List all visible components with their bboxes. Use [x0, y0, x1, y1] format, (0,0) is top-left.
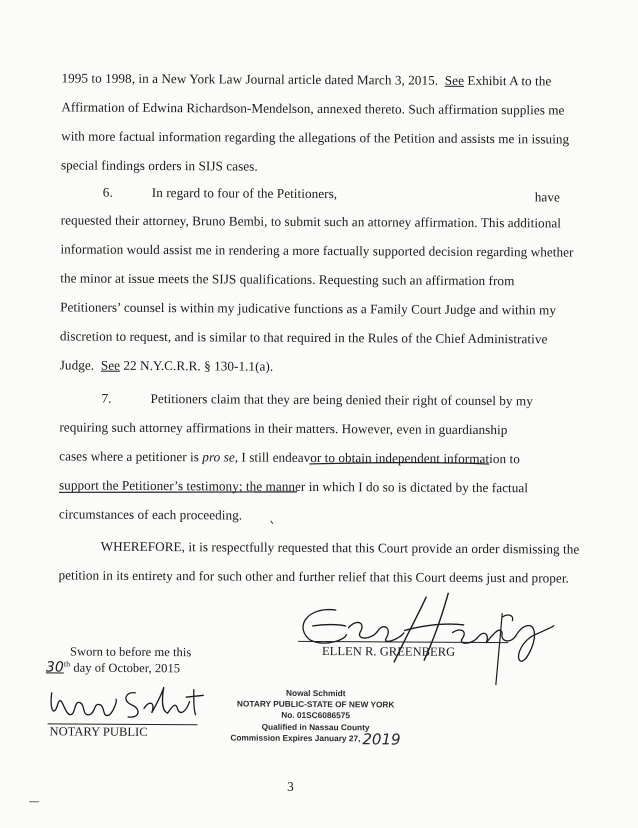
- see-citation-2: See: [100, 357, 121, 373]
- para5-line-1-text: 1995 to 1998, in a New York Law Journal article dated March 3, 2015.: [61, 70, 439, 88]
- para6-line-7-text: Judge.: [59, 357, 95, 373]
- handwritten-signature-notary: [44, 678, 214, 729]
- jurat-line-1: Sworn to before me this: [69, 644, 192, 660]
- para7-line-3-end: I still endeavor to obtain independent information to: [241, 449, 520, 467]
- stamp-name: Nowal Schmidt: [286, 687, 346, 699]
- para6-line-3: information would assist me in rendering a more factually supported decision regarding whether: [60, 241, 574, 260]
- para6-number: 6.: [102, 184, 113, 200]
- para5-line-4: special findings orders in SIJS cases.: [60, 157, 258, 174]
- para7-line-1: Petitioners claim that they are being denied their right of counsel by my: [150, 390, 533, 409]
- stamp-year-handwritten: 2019: [362, 730, 401, 749]
- judge-name: ELLEN R. GREENBERG: [321, 644, 456, 659]
- stamp-county: Qualified in Nassau County: [261, 721, 370, 732]
- para5-line-2: Affirmation of Edwina Richardson-Mendelson, annexed thereto. Such affirmation supplies me: [61, 99, 565, 118]
- pro-se-italic: pro se,: [202, 449, 239, 465]
- para7-line-4: support the Petitioner’s testimony; the manner in which I do so is dictated by the factual: [58, 477, 529, 496]
- jurat-line-2: 30th day of October, 2015: [45, 659, 181, 676]
- para7-line-3-text: cases where a petitioner is: [59, 448, 200, 465]
- stamp-commission-text: Commission Expires January 27,: [230, 732, 361, 744]
- stamp-title: NOTARY PUBLIC-STATE OF NEW YORK: [236, 698, 395, 710]
- para6-line-6: discretion to request, and is similar to that required in the Rules of the Chief Administrative: [59, 328, 548, 347]
- jurat-day-handwritten: 30: [45, 659, 64, 676]
- stamp-number: No. 01SC6086575: [281, 710, 351, 721]
- para6-line-1-end: have: [534, 189, 560, 205]
- para6-line-4: the minor at issue meets the SIJS qualifications. Requesting such an affirmation from: [60, 270, 515, 289]
- para7-number: 7.: [101, 390, 112, 406]
- para6-line-7-end: 22 N.Y.C.R.R. § 130-1.1(a).: [123, 357, 274, 374]
- para6-line-2: requested their attorney, Bruno Bembi, to submit such an attorney affirmation. This additional: [60, 212, 562, 231]
- signature-tail-stroke: [484, 607, 514, 687]
- wherefore-line-1: WHEREFORE, it is respectfully requested that this Court provide an order dismissing the: [100, 538, 580, 557]
- see-citation-1: See: [444, 72, 465, 88]
- wherefore-line-2: petition in its entirety and for such other and further relief that this Court deems just and proper.: [58, 567, 569, 586]
- scan-mark: [29, 801, 39, 802]
- page-number: 3: [287, 778, 294, 794]
- para7-line-2: requiring such attorney affirmations in their matters. However, even in guardianship: [59, 419, 508, 438]
- notary-public-label: NOTARY PUBLIC: [49, 724, 148, 739]
- para6-line-5: Petitioners’ counsel is within my judicative functions as a Family Court Judge and within my: [60, 299, 557, 318]
- para6-line-1: In regard to four of the Petitioners,: [151, 184, 338, 202]
- para7-line-5: circumstances of each proceeding.: [58, 506, 243, 523]
- stamp-commission: [200, 730, 430, 749]
- notary-stamp: [200, 687, 430, 749]
- para5-line-1-end: Exhibit A to the: [467, 72, 552, 89]
- para5-line-3: with more factual information regarding the allegations of the Petition and assists me in issuing: [61, 128, 570, 147]
- jurat-line-2-text: day of October, 2015: [73, 660, 181, 676]
